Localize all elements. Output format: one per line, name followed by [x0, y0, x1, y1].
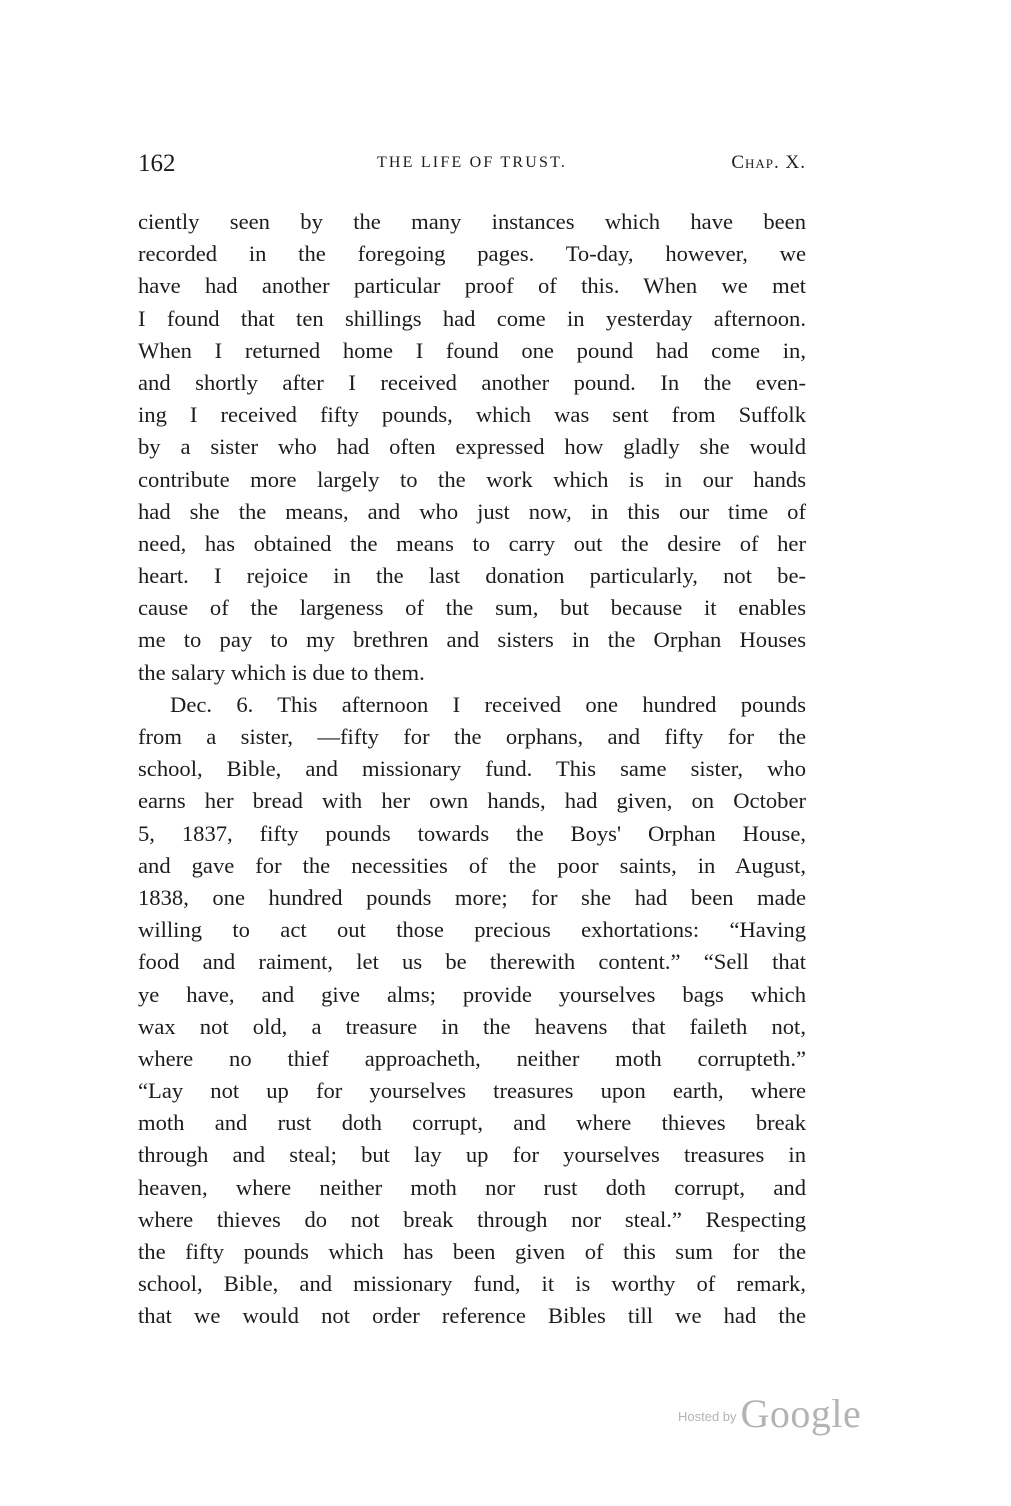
text-line: I found that ten shillings had come in yesterday afternoon.	[138, 305, 806, 331]
text-line: had she the means, and who just now, in this our time of	[138, 498, 806, 524]
text-line: 1838, one hundred pounds more; for she had been made	[138, 884, 806, 910]
text-line: the fifty pounds which has been given of this sum for the	[138, 1239, 806, 1264]
text-line: school, Bible, and missionary fund. This same sister, who	[138, 756, 806, 782]
text-line: ciently seen by the many instances which have been	[138, 209, 806, 234]
text-line: 5, 1837, fifty pounds towards the Boys' Orphan House,	[138, 820, 806, 846]
text-line: need, has obtained the means to carry out the desire of her	[138, 530, 806, 556]
watermark-hosted-label: Hosted by	[678, 1409, 737, 1424]
text-line: contribute more largely to the work which is in our hands	[138, 466, 806, 492]
text-line: by a sister who had often expressed how gladly she would	[138, 434, 806, 460]
text-line: earns her bread with her own hands, had given, on October	[138, 788, 806, 814]
body-text	[138, 206, 806, 1333]
text-line: recorded in the foregoing pages. To-day, however, we	[138, 241, 806, 267]
text-line: where thieves do not break through nor steal.” Respecting	[138, 1206, 806, 1232]
text-line: that we would not order reference Bibles till we had the	[138, 1303, 806, 1329]
text-line: heart. I rejoice in the last donation particularly, not be-	[138, 563, 806, 589]
text-line: cause of the largeness of the sum, but because it enables	[138, 595, 806, 621]
text-line: moth and rust doth corrupt, and where thieves break	[138, 1110, 806, 1136]
text-line: When I returned home I found one pound had come in,	[138, 337, 806, 363]
page-number: 162	[138, 150, 176, 177]
watermark-brand-logo: Google	[740, 1391, 862, 1436]
text-line: ing I received fifty pounds, which was sent from Suffolk	[138, 402, 806, 428]
text-line: through and steal; but lay up for yourselves treasures in	[138, 1142, 806, 1168]
text-line: have had another particular proof of this. When we met	[138, 273, 806, 299]
text-line: me to pay to my brethren and sisters in the Orphan Houses	[138, 627, 806, 653]
text-line: food and raiment, let us be therewith content.” “Sell that	[138, 949, 806, 975]
chapter-label: Chap. X.	[731, 152, 806, 173]
text-line: wax not old, a treasure in the heavens that faileth not,	[138, 1013, 806, 1039]
hosted-by-google-watermark	[678, 1390, 888, 1440]
running-title: THE LIFE OF TRUST.	[376, 154, 568, 171]
running-header	[138, 150, 806, 180]
text-line: the salary which is due to them.	[138, 659, 425, 685]
text-line: and gave for the necessities of the poor saints, in August,	[138, 852, 806, 878]
paragraph-2	[138, 689, 806, 1333]
text-line: Dec. 6. This afternoon I received one hundred pounds	[170, 691, 806, 717]
text-line: from a sister, —fifty for the orphans, and fifty for the	[138, 724, 806, 749]
paragraph-1	[138, 206, 806, 689]
text-line: ye have, and give alms; provide yourselves bags which	[138, 981, 806, 1007]
text-line: “Lay not up for yourselves treasures upon earth, where	[138, 1078, 806, 1104]
text-line: willing to act out those precious exhortations: “Having	[138, 917, 806, 943]
text-line: school, Bible, and missionary fund, it is worthy of remark,	[138, 1271, 806, 1297]
text-line: where no thief approacheth, neither moth corrupteth.”	[138, 1045, 806, 1071]
text-line: and shortly after I received another pound. In the even-	[138, 369, 806, 395]
text-line: heaven, where neither moth nor rust doth corrupt, and	[138, 1174, 806, 1200]
